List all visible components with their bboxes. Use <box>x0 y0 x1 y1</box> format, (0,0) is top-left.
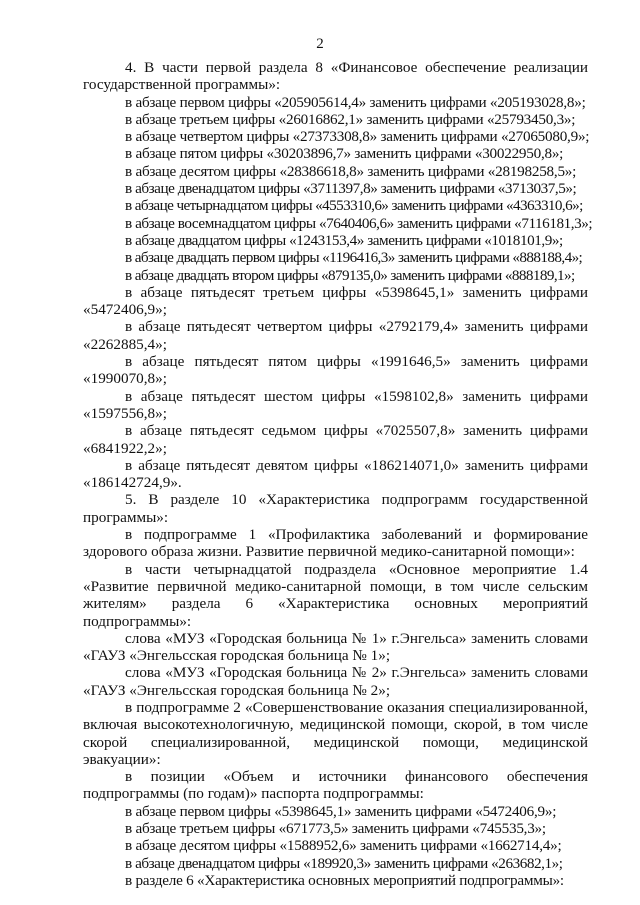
amendment-line: в абзаце четырнадцатом цифры «4553310,6» заменить цифрами «4363310,6»; <box>125 197 583 215</box>
amendment-paragraph: в абзаце пятьдесят шестом цифры «1598102,8» заменить цифрами «1597556,8»; <box>83 387 588 422</box>
amendment-line: в абзаце третьем цифры «26016862,1» заменить цифрами «25793450,3»; <box>125 110 576 128</box>
section-4-heading: 4. В части первой раздела 8 «Финансовое обеспечение реализации государственной программы»: <box>83 59 588 94</box>
subprogram-1-intro: в подпрограмме 1 «Профилактика заболеваний и формирование здорового образа жизни. Развитие первичной медико-санитарной помощи»: <box>83 526 588 561</box>
amendment-line: в абзаце десятом цифры «1588952,6» заменить цифрами «1662714,4»; <box>125 837 562 855</box>
amendment-paragraph: в абзаце пятьдесят седьмом цифры «7025507,8» заменить цифрами «6841922,2»; <box>83 422 588 457</box>
amendment-line: в абзаце третьем цифры «671773,5» заменить цифрами «745535,3»; <box>125 820 546 838</box>
subprogram-1-part: в части четырнадцатой подраздела «Основное мероприятие 1.4 «Развитие первичной медико-санитарной помощи, в том числе сельским жителям» раздела 6 «Характеристика основных мероприятий подпрограммы»: <box>83 560 588 630</box>
amendment-line: в абзаце двадцать втором цифры «879135,0» заменить цифрами «888189,1»; <box>125 266 575 284</box>
amendment-line: в абзаце первом цифры «5398645,1» заменить цифрами «5472406,9»; <box>125 802 557 820</box>
subprogram-2-intro: в подпрограмме 2 «Совершенствование оказания специализированной, включая высокотехнологичную, медицинской помощи, скорой, в том числе скорой специализированной, медицинской помощи, медицинской эвакуации»: <box>83 698 588 768</box>
amendment-line: в абзаце восемнадцатом цифры «7640406,6» заменить цифрами «7116181,3»; <box>125 214 593 232</box>
replacement-paragraph: слова «МУЗ «Городская больница № 1» г.Энгельса» заменить словами «ГАУЗ «Энгельсская городская больница № 1»; <box>83 629 588 665</box>
amendment-line: в абзаце двадцатом цифры «1243153,4» заменить цифрами «1018101,9»; <box>125 231 563 249</box>
amendment-line: в абзаце четвертом цифры «27373308,8» заменить цифрами «27065080,9»; <box>125 128 590 146</box>
amendment-paragraph: в абзаце пятьдесят четвертом цифры «2792179,4» заменить цифрами «2262885,4»; <box>83 318 588 353</box>
amendment-line: в абзаце двенадцатом цифры «3711397,8» заменить цифрами «3713037,5»; <box>125 180 577 198</box>
passport-position: в позиции «Объем и источники финансового обеспечения подпрограммы (по годам)» паспорта подпрограммы: <box>83 768 588 803</box>
replacement-paragraph: слова «МУЗ «Городская больница № 2» г.Энгельса» заменить словами «ГАУЗ «Энгельсская городская больница № 2»; <box>83 664 588 699</box>
amendment-line: в абзаце пятом цифры «30203896,7» заменить цифрами «30022950,8»; <box>125 145 564 163</box>
amendment-line: в абзаце двадцать первом цифры «1196416,3» заменить цифрами «888188,4»; <box>125 249 583 267</box>
section-5-heading: 5. В разделе 10 «Характеристика подпрограмм государственной программы»: <box>83 491 588 526</box>
section-6-line: в разделе 6 «Характеристика основных мероприятий подпрограммы»: <box>125 871 564 889</box>
amendment-line: в абзаце десятом цифры «28386618,8» заменить цифрами «28198258,5»; <box>125 162 577 180</box>
page-number: 2 <box>316 36 324 52</box>
amendment-line: в абзаце двенадцатом цифры «189920,3» заменить цифрами «263682,1»; <box>125 854 563 872</box>
amendment-paragraph: в абзаце пятьдесят девятом цифры «186214071,0» заменить цифрами «186142724,9». <box>83 456 588 492</box>
amendment-paragraph: в абзаце пятьдесят пятом цифры «1991646,5» заменить цифрами «1990070,8»; <box>83 353 588 388</box>
document-body <box>83 59 593 889</box>
amendment-paragraph: в абзаце пятьдесят третьем цифры «5398645,1» заменить цифрами «5472406,9»; <box>83 283 588 319</box>
amendment-line: в абзаце первом цифры «205905614,4» заменить цифрами «205193028,8»; <box>125 93 586 111</box>
